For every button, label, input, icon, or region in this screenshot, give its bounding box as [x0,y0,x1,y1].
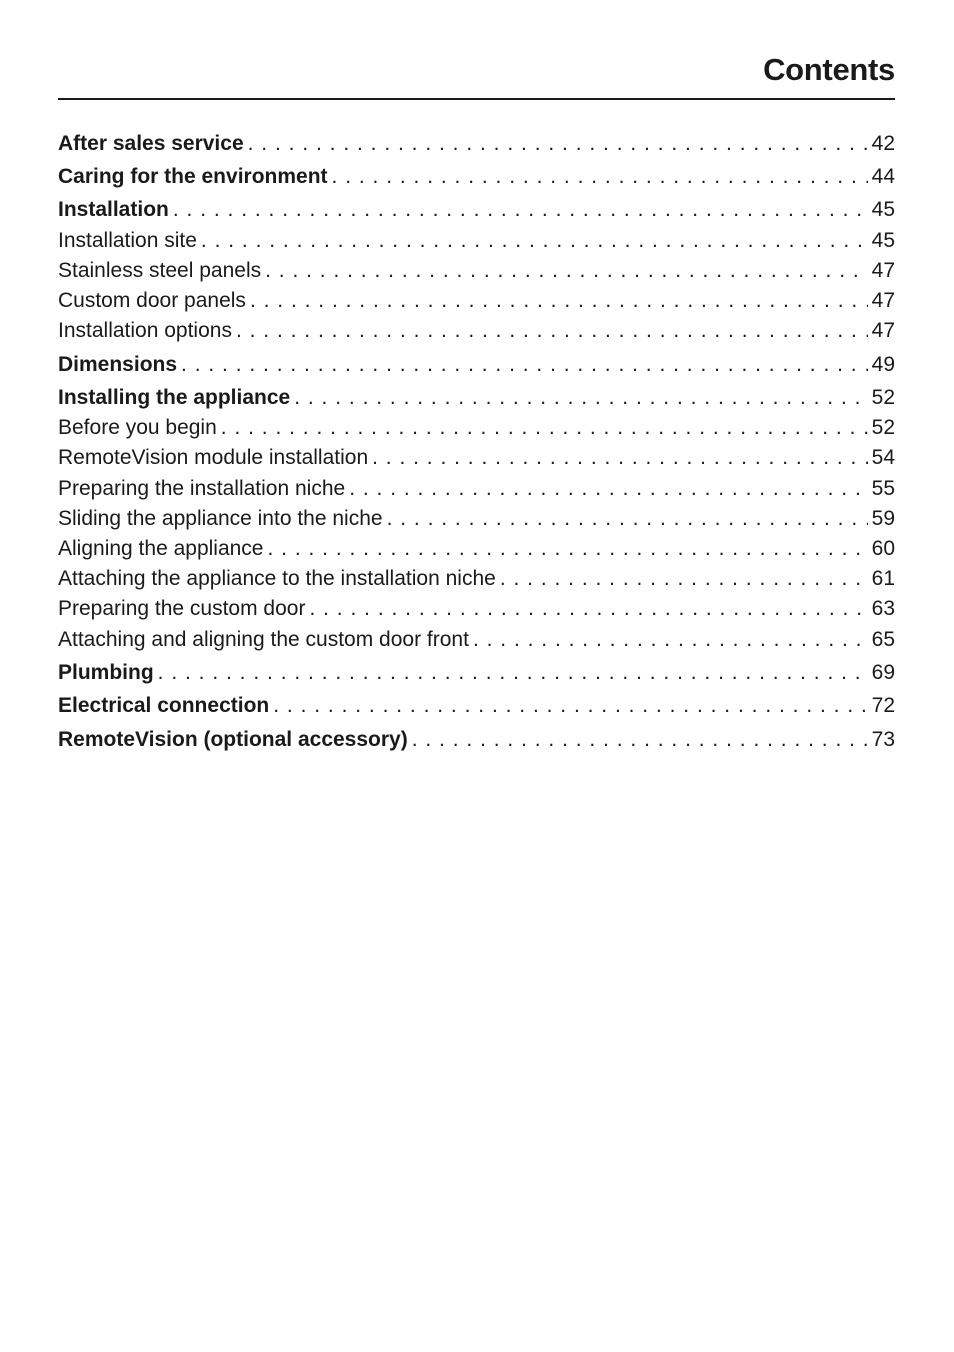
toc-dot-leader [221,413,868,443]
toc-entry-label: RemoteVision module installation [58,446,369,469]
toc-entry-page: 42 [871,132,895,155]
toc-entry-page: 49 [871,353,895,376]
toc-entry-page: 47 [871,319,895,342]
toc-entry-installation-site[interactable] [58,226,895,256]
toc-entry-page: 45 [871,229,895,252]
toc-dot-leader [500,564,868,594]
toc-entry-label: Plumbing [58,661,154,684]
toc-entry-label: Installation site [58,229,197,252]
toc-dot-leader [181,350,868,380]
toc-dot-leader [294,383,867,413]
toc-entry-installation-options[interactable] [58,316,895,346]
toc-entry-preparing-the-custom-door[interactable] [58,594,895,624]
toc-entry-page: 72 [871,694,895,717]
toc-dot-leader [309,594,867,624]
toc-entry-dimensions[interactable] [58,350,895,380]
toc-dot-leader [412,725,868,755]
toc-entry-page: 52 [871,416,895,439]
toc-entry-page: 52 [871,386,895,409]
toc-entry-plumbing[interactable] [58,658,895,688]
toc-entry-label: Installing the appliance [58,386,291,409]
toc-entry-label: Sliding the appliance into the niche [58,507,383,530]
toc-entry-label: Installation [58,198,169,221]
toc-entry-remotevision-module-installation[interactable] [58,443,895,473]
toc-entry-before-you-begin[interactable] [58,413,895,443]
toc-entry-label: Caring for the environment [58,165,328,188]
toc-entry-electrical-connection[interactable] [58,691,895,721]
toc-entry-label: Attaching and aligning the custom door front [58,628,469,651]
toc-entry-caring-for-the-environment[interactable] [58,162,895,192]
toc-entry-label: RemoteVision (optional accessory) [58,728,408,751]
toc-entry-label: Before you begin [58,416,217,439]
toc-dot-leader [265,256,868,286]
toc-entry-page: 73 [871,728,895,751]
toc-entry-label: Installation options [58,319,232,342]
toc-entry-label: Attaching the appliance to the installation niche [58,567,496,590]
toc-entry-label: Stainless steel panels [58,259,262,282]
toc-entry-attaching-the-appliance-to-the-installation-niche[interactable] [58,564,895,594]
toc-entry-page: 54 [871,446,895,469]
toc-entry-label: Custom door panels [58,289,246,312]
toc-entry-page: 55 [871,477,895,500]
toc-entry-installation[interactable] [58,195,895,225]
toc-entry-page: 61 [871,567,895,590]
toc-entry-installing-the-appliance[interactable] [58,383,895,413]
toc-entry-page: 45 [871,198,895,221]
toc-entry-remotevision-optional-accessory[interactable] [58,725,895,755]
toc-entry-aligning-the-appliance[interactable] [58,534,895,564]
toc-entry-page: 47 [871,289,895,312]
toc-entry-after-sales-service[interactable] [58,129,895,159]
title-divider [58,98,895,100]
toc-entry-label: Preparing the installation niche [58,477,346,500]
toc-entry-attaching-and-aligning-the-custom-door-front[interactable] [58,625,895,655]
toc-dot-leader [332,162,868,192]
toc-dot-leader [236,316,868,346]
toc-entry-page: 69 [871,661,895,684]
toc-entry-page: 47 [871,259,895,282]
toc-entry-label: After sales service [58,132,244,155]
toc-dot-leader [268,534,868,564]
toc-entry-stainless-steel-panels[interactable] [58,256,895,286]
toc-dot-leader [250,286,868,316]
page-title: Contents [763,52,895,87]
toc-dot-leader [372,443,868,473]
toc-entry-page: 65 [871,628,895,651]
toc-dot-leader [273,691,867,721]
toc-entry-page: 60 [871,537,895,560]
toc-entry-custom-door-panels[interactable] [58,286,895,316]
toc-entry-label: Aligning the appliance [58,537,264,560]
toc-entry-preparing-the-installation-niche[interactable] [58,474,895,504]
toc-dot-leader [173,195,868,225]
toc-entry-sliding-the-appliance-into-the-niche[interactable] [58,504,895,534]
toc-entry-label: Preparing the custom door [58,597,306,620]
toc-entry-page: 63 [871,597,895,620]
toc-dot-leader [201,226,868,256]
toc-dot-leader [473,625,868,655]
toc-entry-label: Electrical connection [58,694,270,717]
toc-entry-page: 59 [871,507,895,530]
toc-dot-leader [248,129,868,159]
toc-dot-leader [387,504,868,534]
toc-dot-leader [349,474,867,504]
toc-entry-label: Dimensions [58,353,178,376]
toc-entry-page: 44 [871,165,895,188]
toc-dot-leader [158,658,868,688]
